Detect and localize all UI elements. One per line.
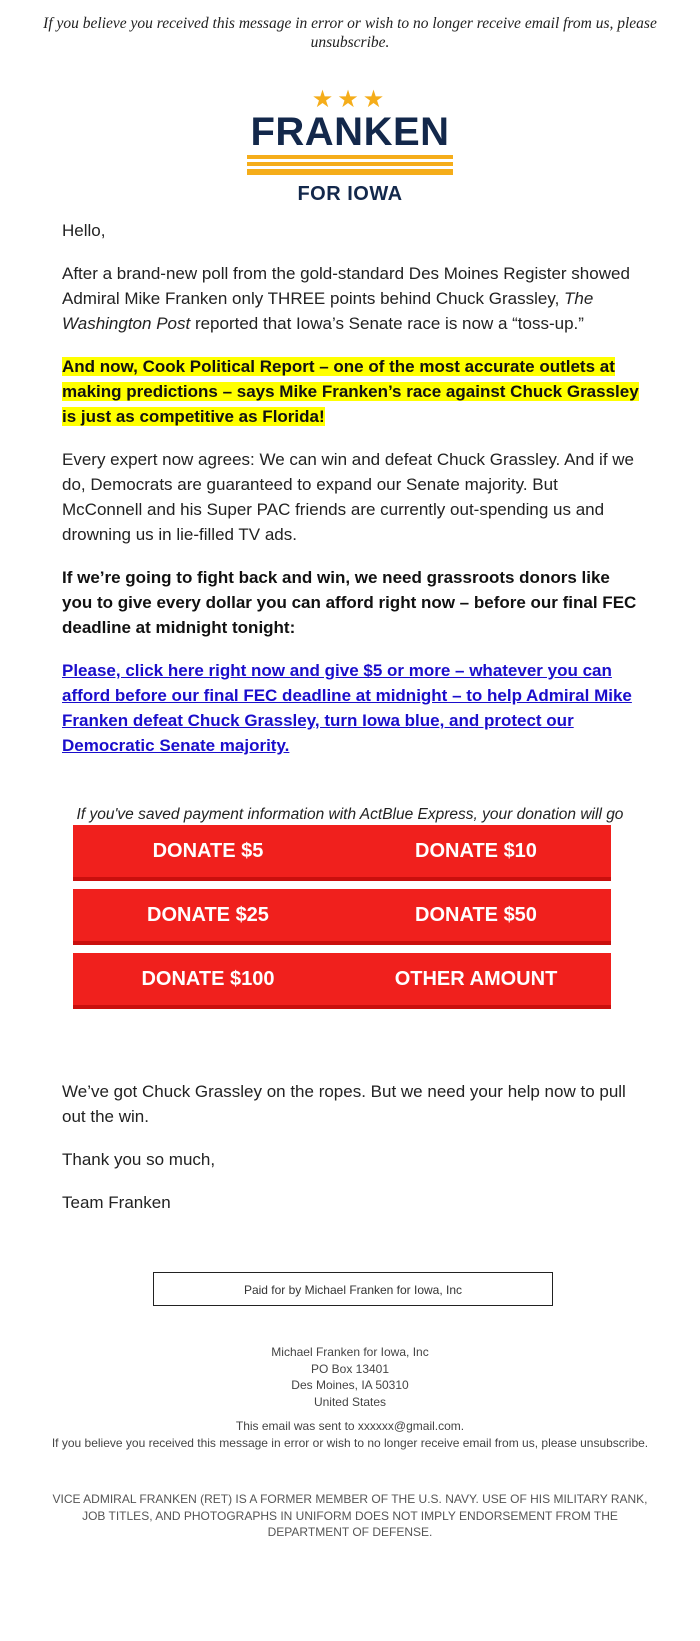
paragraph-highlight (62, 354, 642, 429)
paragraph-cta (62, 658, 642, 758)
logo-stripes (247, 155, 453, 175)
thanks-line: Thank you so much, (62, 1150, 216, 1169)
footer-city: Des Moines, IA 50310 (291, 1378, 409, 1392)
paid-for-disclaimer: Paid for by Michael Franken for Iowa, Inc (153, 1272, 553, 1306)
logo-stripe (247, 155, 453, 159)
paragraph-poll (62, 261, 642, 336)
donate-10-button[interactable]: DONATE $10 (341, 825, 611, 881)
logo-stripe (247, 162, 453, 166)
footer-recipient (40, 1418, 660, 1451)
other-amount-button[interactable]: OTHER AMOUNT (341, 953, 611, 1009)
unsubscribe-notice-bottom[interactable]: If you believe you received this message in error or wish to no longer receive email from us, please unsubscribe. (51, 1435, 649, 1450)
poll-text-2: reported that Iowa’s Senate race is now a “toss-up.” (190, 314, 584, 333)
closing-paragraph: We’ve got Chuck Grassley on the ropes. But we need your help now to pull out the win. (62, 1082, 626, 1126)
donate-50-button[interactable]: DONATE $50 (341, 889, 611, 945)
sent-to-line: This email was sent to xxxxxx@gmail.com. (235, 1419, 465, 1433)
donate-5-button[interactable]: DONATE $5 (73, 825, 343, 881)
military-disclaimer: VICE ADMIRAL FRANKEN (RET) IS A FORMER MEMBER OF THE U.S. NAVY. USE OF HIS MILITARY RANK, JOB TITLES, AND PHOTOGRAPHS IN UNIFORM DOES NOT IMPLY ENDORSEMENT FROM THE DEPARTMENT OF DEFENSE. (52, 1492, 648, 1539)
franken-logo (0, 88, 700, 205)
donate-25-button[interactable]: DONATE $25 (73, 889, 343, 945)
unsubscribe-notice-top[interactable]: If you believe you received this message in error or wish to no longer receive email from us, please unsubscribe. (43, 15, 657, 51)
highlighted-text: And now, Cook Political Report – one of the most accurate outlets at making predictions – says Mike Franken’s race against Chuck Grassley is just as competitive as Florida! (62, 357, 639, 426)
footer-po-box: PO Box 13401 (310, 1361, 390, 1376)
footer-address (40, 1344, 660, 1410)
signature: Team Franken (62, 1193, 171, 1212)
washington-post-title: The Washington Post (62, 289, 594, 333)
poll-text-1: After a brand-new poll from the gold-standard Des Moines Register showed Admiral Mike Franken only THREE points behind Chuck Grassley, (62, 264, 630, 308)
paragraph-ask: If we’re going to fight back and win, we need grassroots donors like you to give every dollar you can afford right now – before our final FEC deadline at midnight tonight: (62, 568, 637, 637)
greeting: Hello, (62, 221, 106, 240)
footer-country: United States (313, 1394, 387, 1409)
closing-section (62, 1079, 642, 1233)
footer-org: Michael Franken for Iowa, Inc (271, 1345, 429, 1359)
stars-icon: ★★★ (311, 86, 389, 113)
logo-stripe (247, 169, 453, 175)
logo-name: FRANKEN (250, 110, 450, 154)
paragraph-experts: Every expert now agrees: We can win and defeat Chuck Grassley. And if we do, Democrats are guaranteed to expand our Senate majority. But McConnell and his Super PAC friends are currently out-spending us and drowning us in lie-filled TV ads. (62, 450, 634, 544)
email-body (62, 218, 642, 776)
donate-cta-link[interactable]: Please, click here right now and give $5 or more – whatever you can afford before our final FEC deadline at midnight – to help Admiral Mike Franken defeat Chuck Grassley, turn Iowa blue, and protect our Democratic Senate majority. (62, 661, 632, 755)
donate-100-button[interactable]: DONATE $100 (73, 953, 343, 1009)
logo-subtitle: FOR IOWA (297, 183, 403, 205)
actblue-express-note: If you've saved payment information with ActBlue Express, your donation will go (76, 806, 624, 823)
